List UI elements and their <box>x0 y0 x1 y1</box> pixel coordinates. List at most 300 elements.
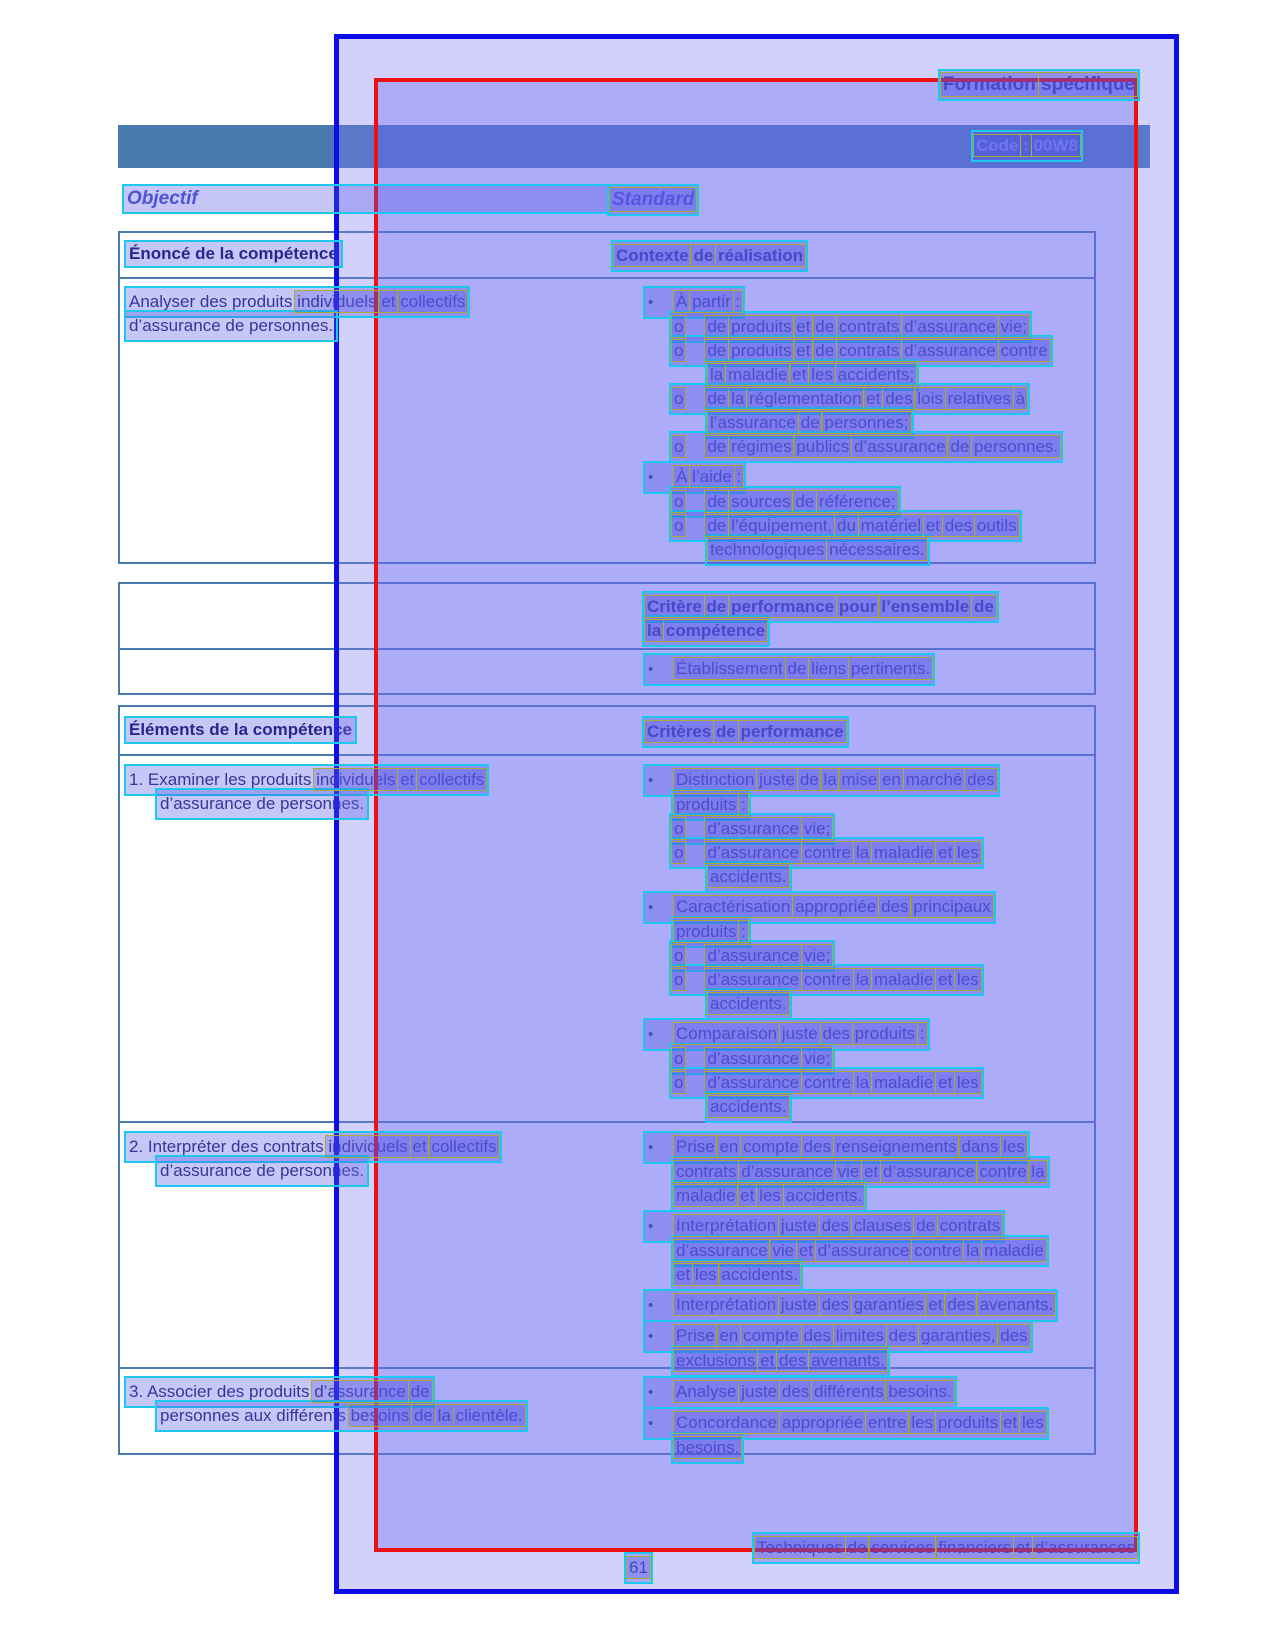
ocr-word-box: performance <box>731 597 835 616</box>
ocr-line <box>608 1436 1094 1460</box>
sub-bullet-icon: o <box>674 1073 684 1092</box>
ocr-line-box <box>676 920 746 944</box>
ocr-word-box: des <box>944 516 973 535</box>
ocr-line <box>608 1411 1094 1436</box>
ocr-line-box <box>647 595 994 619</box>
ocr-word-box: spécifique <box>1041 74 1135 95</box>
ocr-word-box: renseignements <box>835 1137 957 1156</box>
ocr-word-box: des <box>803 1137 832 1156</box>
ocr-word-box: exclusions <box>676 1351 756 1370</box>
ocr-line <box>647 619 1094 643</box>
ocr-word-box: et <box>938 970 953 989</box>
ocr-line <box>608 1263 1094 1287</box>
objectif-line-box: Objectif <box>127 188 605 210</box>
ocr-line-box <box>612 188 694 212</box>
ocr-word-box: d’assurance <box>707 970 800 989</box>
header-contexte <box>608 244 803 268</box>
ocr-word-box: de <box>707 492 727 511</box>
ocr-word-box: les <box>759 1186 781 1205</box>
ocr-word-box: des <box>821 1295 849 1314</box>
sub-bullet-icon: o <box>674 946 684 965</box>
ocr-line-box <box>676 1184 862 1208</box>
text-segment: Analyser des produits <box>129 292 298 311</box>
ocr-word-box: produits <box>937 1413 999 1432</box>
ocr-word-box: la <box>855 1073 870 1092</box>
ocr-word-box: contre <box>803 970 852 989</box>
code-label <box>976 134 1078 158</box>
ocr-line-box <box>710 1095 787 1119</box>
tab-standard <box>612 188 694 212</box>
ocr-word-box: À <box>676 467 688 486</box>
ocr-word-box: maladie <box>873 843 934 862</box>
ocr-line-box <box>676 1436 739 1460</box>
ocr-word-box: la <box>710 365 724 384</box>
ocr-line-box <box>676 793 746 817</box>
ocr-word-box: appropriée <box>795 897 877 916</box>
ocr-word-box: maladie <box>676 1186 736 1205</box>
header-criteres <box>608 720 844 744</box>
ocr-word-box: : <box>741 795 746 814</box>
ocr-line <box>976 134 1078 158</box>
ocr-line <box>608 514 1094 538</box>
ocr-line-box <box>647 619 765 643</box>
ocr-word-box: d’assurance <box>904 341 996 360</box>
ocr-word-box: produits <box>676 922 737 941</box>
ocr-word-box: d’assurance <box>707 819 800 838</box>
ocr-word-box: les <box>1021 1413 1044 1432</box>
ocr-word-box: produits <box>731 341 792 360</box>
ocr-line <box>608 1380 1094 1405</box>
ocr-word-box: les <box>957 1073 979 1092</box>
ocr-line-box <box>648 1022 925 1047</box>
ocr-word-box: : <box>741 922 746 941</box>
table-critere-ensemble <box>118 582 1096 695</box>
footer-program-title <box>757 1536 1135 1560</box>
ocr-word-box: personnes. <box>974 437 1059 456</box>
ocr-word-box: et <box>864 1162 879 1181</box>
ocr-word-box: en <box>882 770 901 789</box>
sub-bullet-icon: o <box>674 819 684 838</box>
ocr-line-box <box>648 1293 1053 1318</box>
ocr-word-box: de <box>800 413 820 432</box>
ocr-word-box: individuels <box>328 1137 408 1156</box>
ocr-line-box <box>674 1071 979 1095</box>
ocr-word-box: la <box>437 1406 451 1425</box>
ocr-line-box <box>674 1047 830 1071</box>
ocr-word-box: de <box>795 492 815 511</box>
ocr-word-box: garanties, <box>920 1326 996 1345</box>
ocr-word-box: mise <box>841 770 878 789</box>
ocr-word-box: juste <box>780 1295 817 1314</box>
ocr-line <box>608 465 1094 490</box>
bullet-icon: • <box>648 294 654 311</box>
ocr-word-box: de <box>815 317 835 336</box>
table-enonce-body <box>120 279 1094 562</box>
ocr-line <box>608 1324 1094 1349</box>
ocr-word-box: des <box>888 1326 917 1345</box>
ocr-word-box: clauses <box>853 1216 912 1235</box>
ocr-word-box: matériel <box>860 516 922 535</box>
ocr-line-box <box>676 1160 1045 1184</box>
ocr-line <box>608 895 1094 920</box>
ocr-word-box: outils <box>976 516 1017 535</box>
ocr-line-box <box>674 817 830 841</box>
ocr-word-box: et <box>381 292 396 311</box>
ocr-word-box: l’ensemble <box>881 597 970 616</box>
ocr-word-box: à <box>1015 389 1026 408</box>
ocr-word-box: les <box>957 843 979 862</box>
ocr-word-box: d’assurance <box>707 1049 800 1068</box>
ocr-word-box: Comparaison <box>676 1024 778 1043</box>
ocr-word-box: de <box>815 341 835 360</box>
ocr-word-box: les <box>811 365 833 384</box>
header-elements <box>120 720 608 744</box>
ocr-word-box: compte <box>743 1326 799 1345</box>
ocr-word-box: individuels <box>316 770 396 789</box>
ocr-word-box: des <box>967 770 995 789</box>
ocr-word-box: la <box>1031 1162 1045 1181</box>
ocr-line <box>608 363 1094 387</box>
ocr-line <box>616 244 803 268</box>
ocr-word-box: de <box>413 1406 433 1425</box>
section-title <box>943 73 1135 97</box>
ocr-word-box: l’équipement, <box>731 516 833 535</box>
ocr-word-box: financiers <box>938 1538 1012 1557</box>
ocr-line <box>129 792 608 816</box>
ocr-line-box <box>676 1239 1044 1263</box>
element-row-1 <box>120 756 1094 1123</box>
contexte-cell <box>608 290 1094 562</box>
ocr-word-box: d’assurance <box>904 317 996 336</box>
ocr-line-box <box>674 514 1017 538</box>
ocr-word-box: partir <box>692 292 731 311</box>
header-enonce <box>120 244 608 268</box>
ocr-word-box: d’assurances <box>1034 1538 1135 1557</box>
critere-ensemble-header <box>120 584 1094 650</box>
ocr-line <box>129 290 608 314</box>
ocr-word-box: vie; <box>1000 317 1028 336</box>
ocr-line-box: Éléments de la compétence <box>129 720 352 739</box>
ocr-word-box: performance <box>740 722 844 741</box>
ocr-line-box <box>160 1404 523 1428</box>
ocr-word-box: de <box>410 1382 430 1401</box>
ocr-word-box: les <box>911 1413 934 1432</box>
element-3-cell <box>120 1380 608 1457</box>
text-segment: 1. Examiner les produits <box>129 770 317 789</box>
ocr-word-box: besoins <box>350 1406 410 1425</box>
ocr-word-box: réalisation <box>718 246 804 265</box>
ocr-line-box <box>648 895 991 920</box>
ocr-line <box>608 1071 1094 1095</box>
ocr-word-box: Établissement <box>676 659 783 678</box>
ocr-line <box>608 1095 1094 1119</box>
ocr-word-box: des <box>1000 1326 1028 1345</box>
sub-bullet-icon: o <box>674 492 684 511</box>
ocr-line <box>129 1404 608 1428</box>
ocr-line <box>608 1293 1094 1318</box>
ocr-line <box>608 1349 1094 1373</box>
ocr-word-box: produits <box>731 317 792 336</box>
ocr-word-box: : <box>1023 136 1029 155</box>
ocr-word-box: et <box>412 1137 427 1156</box>
ocr-line <box>608 387 1094 411</box>
ocr-line <box>129 768 608 792</box>
ocr-word-box: avenants. <box>811 1351 885 1370</box>
ocr-line-box <box>674 944 830 968</box>
ocr-word-box: et <box>866 389 881 408</box>
ocr-word-box: de <box>799 770 819 789</box>
ocr-line-box <box>629 1556 648 1580</box>
ocr-word-box: avenants. <box>979 1295 1054 1314</box>
ocr-line-box <box>710 363 914 387</box>
ocr-word-box: la <box>855 843 870 862</box>
ocr-line <box>608 411 1094 435</box>
ocr-word-box: juste <box>781 1024 818 1043</box>
ocr-line <box>608 944 1094 968</box>
ocr-word-box: contrats <box>939 1216 1001 1235</box>
bullet-icon: • <box>648 1384 654 1401</box>
ocr-word-box: technologiques <box>710 540 825 559</box>
ocr-word-box: et <box>760 1351 775 1370</box>
ocr-word-box: de <box>916 1216 936 1235</box>
ocr-line-box <box>674 435 1058 459</box>
ocr-word-box: vie; <box>803 1049 831 1068</box>
ocr-line-box <box>648 1135 1025 1160</box>
ocr-word-box: contre <box>1000 341 1048 360</box>
ocr-word-box: contrats <box>838 317 900 336</box>
ocr-word-box: juste <box>780 1216 817 1235</box>
ocr-word-box: de <box>787 659 807 678</box>
ocr-word-box: Techniques <box>756 1538 843 1557</box>
ocr-word-box: maladie <box>873 1073 934 1092</box>
ocr-line-box <box>674 315 1027 339</box>
ocr-word-box: et <box>740 1186 755 1205</box>
sub-bullet-icon: o <box>674 843 684 862</box>
ocr-line-box <box>674 490 896 514</box>
ocr-line-box <box>674 339 1048 363</box>
ocr-word-box: services <box>871 1538 934 1557</box>
ocr-word-box: en <box>719 1137 739 1156</box>
bullet-icon: • <box>648 1139 654 1156</box>
ocr-line <box>608 841 1094 865</box>
text-segment: 3. Associer des produits <box>129 1382 315 1401</box>
ocr-word-box: et <box>938 843 953 862</box>
ocr-line <box>608 490 1094 514</box>
ocr-line <box>608 1135 1094 1160</box>
ocr-word-box: d’assurance <box>676 1241 768 1260</box>
ocr-line <box>608 290 1094 315</box>
ocr-word-box: Standard <box>612 189 695 210</box>
ocr-line <box>608 968 1094 992</box>
ocr-word-box: personnes; <box>824 413 909 432</box>
ocr-word-box: juste <box>741 1382 778 1401</box>
ocr-word-box: différents <box>814 1382 884 1401</box>
text-segment: 2. Interpréter des contrats <box>129 1137 329 1156</box>
ocr-word-box: les <box>1003 1137 1025 1156</box>
ocr-word-box: pour <box>838 597 877 616</box>
ocr-word-box: des <box>821 1216 849 1235</box>
sub-bullet-icon: o <box>674 389 684 408</box>
ocr-word-box: contrats <box>676 1162 737 1181</box>
table-enonce-header <box>120 233 1094 279</box>
ocr-line <box>608 793 1094 817</box>
ocr-word-box: dans <box>961 1137 999 1156</box>
ocr-word-box: et <box>1003 1413 1018 1432</box>
ocr-word-box: publics <box>796 437 850 456</box>
ocr-word-box: Caractérisation <box>676 897 791 916</box>
ocr-line <box>612 188 694 212</box>
ocr-word-box: nécessaires. <box>829 540 925 559</box>
ocr-line-box <box>160 792 364 816</box>
ocr-word-box: pertinents. <box>850 659 931 678</box>
ocr-word-box: et <box>796 341 811 360</box>
ocr-word-box: Distinction <box>676 770 755 789</box>
ocr-word-box: d’assurance <box>817 1241 910 1260</box>
ocr-word-box: régimes <box>731 437 792 456</box>
ocr-line-box <box>710 538 925 562</box>
bullet-icon: • <box>648 1328 654 1345</box>
ocr-line-box <box>674 387 1025 411</box>
ocr-line-box <box>976 134 1078 158</box>
element-1-cell <box>120 768 608 1121</box>
ocr-word-box: accidents; <box>837 365 915 384</box>
ocr-word-box: d’assurance <box>883 1162 975 1181</box>
ocr-word-box: vie; <box>803 819 831 838</box>
ocr-word-box: Interprétation <box>676 1216 777 1235</box>
table-enonce <box>118 231 1096 564</box>
enonce-cell <box>120 290 608 562</box>
ocr-word-box: la <box>731 389 745 408</box>
ocr-word-box: et <box>925 516 941 535</box>
ocr-line-box <box>676 1263 798 1287</box>
ocr-word-box: et <box>400 770 415 789</box>
ocr-line-box <box>757 1536 1135 1560</box>
ocr-word-box: les <box>957 970 979 989</box>
ocr-line <box>608 1214 1094 1239</box>
ocr-word-box: maladie <box>873 970 934 989</box>
ocr-line <box>608 657 1094 682</box>
ocr-line-box <box>710 411 909 435</box>
bullet-icon: • <box>648 899 654 916</box>
ocr-line-box <box>160 1159 364 1183</box>
table-elements-header <box>120 707 1094 756</box>
ocr-word-box: du <box>836 516 856 535</box>
bullet-icon: • <box>648 469 654 486</box>
ocr-word-box: de <box>707 317 727 336</box>
ocr-word-box: et <box>928 1295 943 1314</box>
ocr-word-box: individuels <box>297 292 377 311</box>
ocr-word-box: de <box>847 1538 867 1557</box>
ocr-word-box: liens <box>811 659 847 678</box>
ocr-word-box: : <box>919 1024 925 1043</box>
ocr-word-box: sources <box>731 492 791 511</box>
sub-bullet-icon: o <box>674 317 684 336</box>
ocr-word-box: Contexte <box>616 246 689 265</box>
bullet-icon: • <box>648 661 654 678</box>
bullet-icon: • <box>648 1026 654 1043</box>
ocr-word-box: Critères <box>647 722 712 741</box>
ocr-word-box: collectifs <box>431 1137 497 1156</box>
ocr-word-box: des <box>947 1295 975 1314</box>
text-segment: d’assurance de personnes. <box>160 794 365 813</box>
ocr-word-box: de <box>950 437 970 456</box>
ocr-line <box>608 817 1094 841</box>
ocr-word-box: compétence <box>665 621 766 640</box>
critere-ensemble-title <box>647 595 1094 643</box>
ocr-word-box: de <box>716 722 736 741</box>
ocr-word-box: d’assurance <box>707 843 800 862</box>
criteres-1-cell <box>608 768 1094 1121</box>
ocr-word-box: maladie <box>984 1241 1044 1260</box>
bullet-icon: • <box>648 1415 654 1432</box>
ocr-word-box: et <box>938 1073 953 1092</box>
ocr-line <box>629 1556 648 1580</box>
ocr-word-box: accidents. <box>710 1097 787 1116</box>
ocr-word-box: principaux <box>913 897 991 916</box>
ocr-line <box>943 73 1135 97</box>
ocr-word-box: et <box>798 1241 814 1260</box>
ocr-line-box <box>648 290 740 315</box>
code-bar <box>118 125 1150 168</box>
ocr-word-box: marché <box>905 770 963 789</box>
ocr-word-box: la <box>823 770 837 789</box>
ocr-word-box: compte <box>743 1137 799 1156</box>
ocr-word-box: de <box>707 437 727 456</box>
criteres-3-cell <box>608 1380 1094 1457</box>
ocr-word-box: de <box>707 389 727 408</box>
text-segment: d’assurance de personnes. <box>160 1161 365 1180</box>
element-2-cell <box>120 1135 608 1367</box>
ocr-word-box: et <box>1015 1538 1031 1557</box>
ocr-word-box: en <box>719 1326 739 1345</box>
ocr-word-box: besoins. <box>888 1382 952 1401</box>
ocr-word-box: de <box>707 341 727 360</box>
element-row-3 <box>120 1369 1094 1457</box>
ocr-line-box <box>648 1324 1028 1349</box>
ocr-word-box: maladie <box>727 365 788 384</box>
ocr-word-box: Prise <box>676 1326 715 1345</box>
ocr-word-box: la <box>966 1241 980 1260</box>
ocr-word-box: accidents. <box>710 867 787 886</box>
ocr-line <box>608 992 1094 1016</box>
ocr-line <box>129 314 608 338</box>
ocr-word-box: et <box>676 1265 691 1284</box>
ocr-line-box <box>648 768 995 793</box>
ocr-line-box <box>648 657 930 682</box>
ocr-word-box: la <box>855 970 870 989</box>
ocr-word-box: d’assurance <box>853 437 946 456</box>
ocr-line <box>608 1239 1094 1263</box>
ocr-line-box <box>129 1135 497 1159</box>
ocr-word-box: vie <box>772 1241 795 1260</box>
sub-bullet-icon: o <box>674 970 684 989</box>
ocr-line <box>608 538 1094 562</box>
ocr-line-box <box>648 1411 1044 1436</box>
ocr-word-box: de <box>973 597 994 616</box>
tab-objectif <box>127 188 605 210</box>
table-elements <box>118 705 1096 1455</box>
ocr-word-box: des <box>885 389 913 408</box>
ocr-word-box: accidents. <box>721 1265 798 1284</box>
ocr-word-box: À <box>676 292 688 311</box>
ocr-line-box <box>129 768 484 792</box>
critere-ensemble-body <box>608 650 1094 682</box>
ocr-line <box>608 1184 1094 1208</box>
ocr-line-box <box>674 841 979 865</box>
element-row-2 <box>120 1123 1094 1369</box>
ocr-line <box>757 1536 1135 1560</box>
ocr-word-box: Prise <box>676 1137 715 1156</box>
